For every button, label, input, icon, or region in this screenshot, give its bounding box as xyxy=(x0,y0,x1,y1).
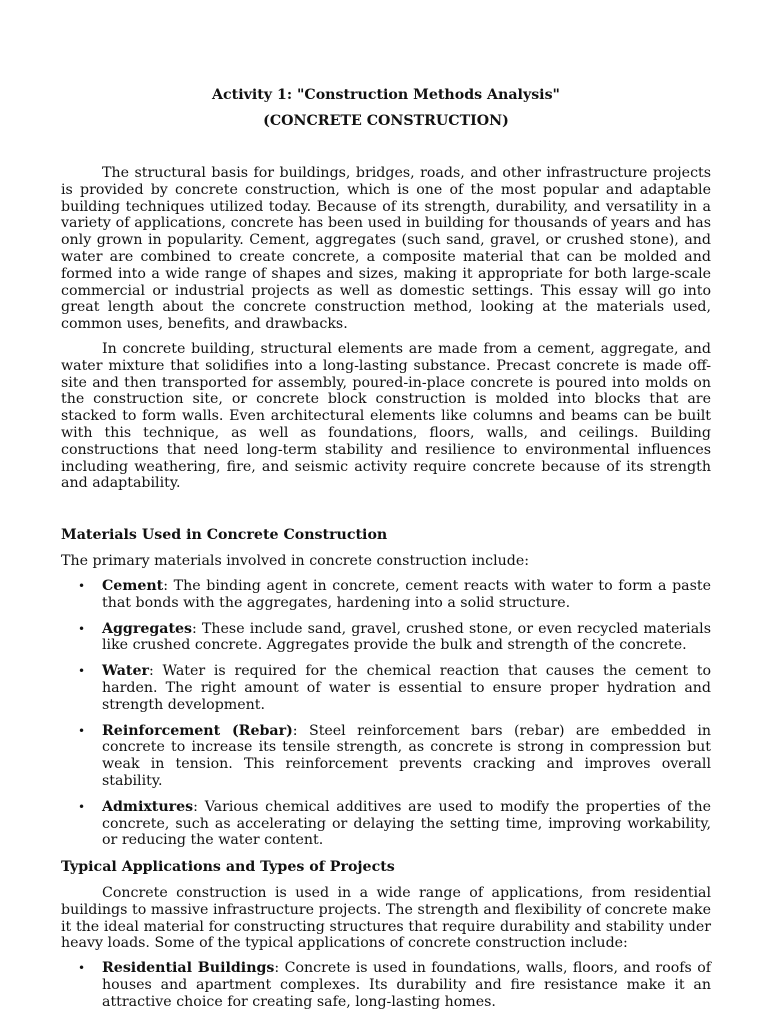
bullet-icon: • xyxy=(78,723,86,738)
list-item xyxy=(61,663,711,713)
bullet-icon: • xyxy=(78,961,86,976)
applications-list xyxy=(61,960,711,1010)
list-item xyxy=(61,960,711,1010)
list-item-text: : Water is required for the chemical reaction that causes the cement to harden. The right amount of water is essential to ensure proper hydration and strength development. xyxy=(102,663,711,713)
intro-paragraph-1: The structural basis for buildings, bridges, roads, and other infrastructure projects is provided by concrete construction, which is one of the most popular and adaptable building techniques utilized today. Because of its strength, durability, and versatility in a variety of applications, concrete has been used in building for thousands of years and has only grown in popularity. Cement, aggregates (such sand, gravel, or crushed stone), and water are combined to create concrete, a composite material that can be molded and formed into a wide range of shapes and sizes, making it appropriate for both large-scale commercial or industrial projects as well as domestic settings. This essay will go into great length about the concrete construction method, looking at the materials used, common uses, benefits, and drawbacks. xyxy=(61,165,711,333)
document-title: Activity 1: "Construction Methods Analysis" xyxy=(212,87,560,103)
list-item-text: : Steel reinforcement bars (rebar) are embedded in concrete to increase its tensile strength, as concrete is strong in compression but weak in tension. This reinforcement prevents cracking and improves overall stability. xyxy=(102,722,712,789)
list-item-term: Residential Buildings xyxy=(102,960,275,977)
document-page xyxy=(61,86,711,1020)
intro-paragraph-2: In concrete building, structural elements are made from a cement, aggregate, and water mixture that solidifies into a long-lasting substance. Precast concrete is made off-site and then transported for assembly, poured-in-place concrete is poured into molds on the construction site, or concrete block construction is molded into blocks that are stacked to form walls. Even architectural elements like columns and beams can be built with this technique, as well as foundations, floors, walls, and ceilings. Building constructions that need long-term stability and resilience to environmental influences including weathering, fire, and seismic activity require concrete because of its strength and adaptability. xyxy=(61,340,711,492)
list-item-term: Cement xyxy=(102,577,164,594)
list-item-text: : Concrete is used in foundations, walls, floors, and roofs of houses and apartment complexes. Its durability and fire resistance make it an attractive choice for creating safe, long-lasting homes. xyxy=(102,960,711,1010)
bullet-icon: • xyxy=(78,799,86,814)
list-item-term: Aggregates xyxy=(102,620,193,637)
materials-heading: Materials Used in Concrete Construction xyxy=(61,527,388,544)
applications-heading: Typical Applications and Types of Projects xyxy=(61,859,395,876)
materials-list xyxy=(61,578,711,849)
document-subtitle: (CONCRETE CONSTRUCTION) xyxy=(263,113,509,129)
list-item-text: : Various chemical additives are used to modify the properties of the concrete, such as accelerating or delaying the setting time, improving workability, or reducing the water content. xyxy=(102,798,711,849)
list-item-term: Water xyxy=(102,663,149,680)
bullet-icon: • xyxy=(78,664,86,679)
bullet-icon: • xyxy=(78,621,86,636)
list-item xyxy=(61,578,711,612)
list-item-text: : The binding agent in concrete, cement reacts with water to form a paste that bonds with the aggregates, hardening into a solid structure. xyxy=(102,577,711,611)
list-item-text: : These include sand, gravel, crushed stone, or even recycled materials like crushed concrete. Aggregates provide the bulk and strength of the concrete. xyxy=(102,620,711,654)
bullet-icon: • xyxy=(78,578,86,593)
materials-intro: The primary materials involved in concrete construction include: xyxy=(61,553,530,570)
list-item xyxy=(61,621,711,655)
list-item-term: Admixtures xyxy=(102,798,194,815)
applications-paragraph: Concrete construction is used in a wide range of applications, from residential buildings to massive infrastructure projects. The strength and flexibility of concrete make it the ideal material for constructing structures that require durability and stability under heavy loads. Some of the typical applications of concrete construction include: xyxy=(61,885,711,952)
list-item xyxy=(61,723,711,790)
list-item xyxy=(61,799,711,849)
list-item-term: Reinforcement (Rebar) xyxy=(102,722,293,739)
